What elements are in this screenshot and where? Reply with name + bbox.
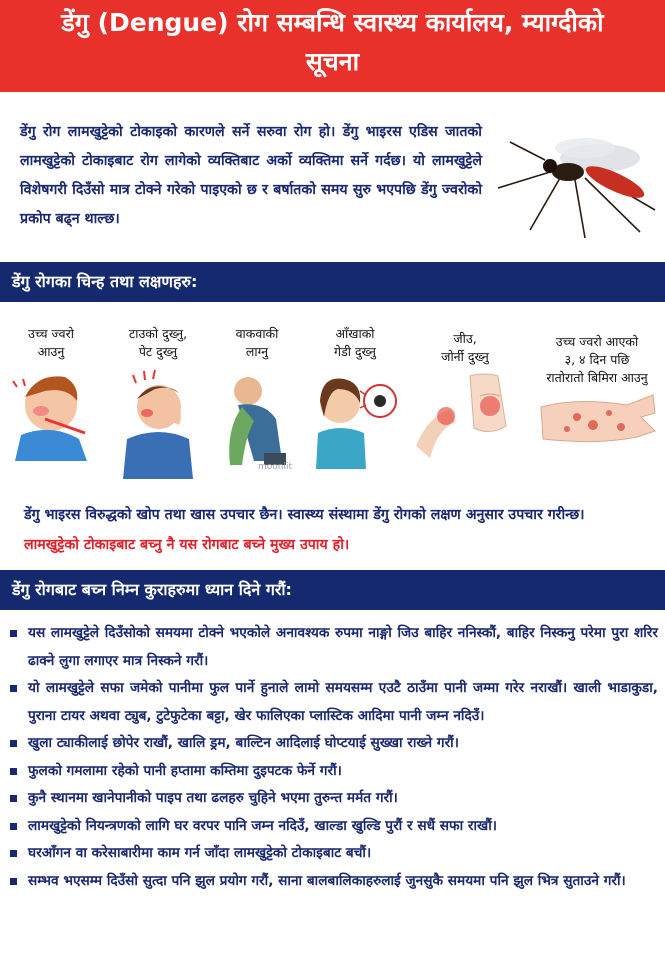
symptom-label: टाउको दुख्नु, [128,326,188,341]
list-item [8,840,658,868]
bullet-icon [10,823,17,830]
symptom-label: आउनु [37,344,65,359]
bullet-icon [10,685,17,692]
nausea-icon [212,361,302,471]
symptom-label: ३, ४ दिन पछि [564,352,630,367]
prevention-heading: डेंगु रोगबाट बच्न निम्न कुराहरुमा ध्यान दिने गरौं: [0,570,665,610]
symptom-headache [108,325,208,481]
title-line-1: डेंगु (Dengue) रोग सम्बन्धि स्वास्थ्य कार्यालय, म्याग्दीको [61,8,604,37]
headache-icon [113,361,203,481]
symptom-label: उच्च ज्वरो आएको [555,334,639,349]
fever-icon [7,361,95,461]
watermark-text: moonlit [258,462,293,471]
symptom-label: जीउ, [453,331,477,346]
list-item-text: कुनै स्थानमा खानेपानीको पाइप तथा ढलहरु चुहिने भएमा तुरुन्त मर्मत गरौं। [28,790,398,806]
list-item [8,620,658,675]
list-item [8,730,658,758]
bullet-icon [10,795,17,802]
symptom-label: रातोरातो बिमिरा आउनु [546,370,648,385]
bullet-icon [10,630,17,637]
list-item [8,785,658,813]
bullet-icon [10,740,17,747]
symptom-label: आँखाको [335,326,375,341]
list-item [8,675,658,730]
list-item-text: फुलको गमलामा रहेको पानी हप्तामा कम्तिमा दुइपटक फेर्ने गरौं। [28,762,342,779]
list-item [8,868,658,896]
rash-icon [537,387,657,453]
mosquito-icon [490,120,660,250]
header-banner [0,0,665,92]
prevention-list [8,620,658,895]
treatment-note [24,500,644,560]
title-line-2: सूचना [305,47,360,76]
symptom-label: पेट दुख्नु [138,344,178,359]
list-item-text: सम्भव भएसम्म दिउँसो सुत्दा पनि झुल प्रयोग गरौं, साना बालबालिकाहरुलाई जुनसुकै समयमा पनि झुल भित्र सुताउने गरौं। [28,872,626,889]
symptom-label: जोर्नी दुख्नु [441,349,489,364]
bullet-icon [10,878,17,885]
bullet-icon [10,850,17,857]
list-item-text: खुला ट्याकीलाई छोपेर राखौं, खालि ड्रम, बाल्टिन आदिलाई घोप्टयाई सुख्खा राख्ने गरौं। [28,735,459,751]
symptom-rash [530,333,664,453]
bullet-icon [10,768,17,775]
symptom-eye-pain [310,325,400,471]
eye-pain-icon [310,361,400,471]
list-item-text: यो लामखुट्टेले सफा जमेको पानीमा फुल पार्ने हुनाले लामो समयसम्म एउटै ठाउँमा पानी जम्मा गरेर नराखौं। खाली भाडाकुडा, पुराना टायर अथवा ट्युब, टुटेफुटेका बट्टा, खेर फालिएका प्लास्टिक आदिमा पानी जम्न नदिउँ। [28,680,658,724]
symptom-label: लाग्नु [245,344,269,359]
symptom-nausea [212,325,302,471]
symptom-joint-pain [410,330,520,466]
list-item-text: घरआँगन वा करेसाबारीमा काम गर्न जाँदा लामखुट्टेको टोकाइबाट बचौं। [28,845,372,861]
list-item-text: लामखुट्टेको नियन्त्रणको लागि घर वरपर पानि जम्न नदिउँ, खाल्डा खुल्डि पुरौं र सधैं सफा राखौं। [28,817,497,834]
symptom-label: उच्च ज्वरो [28,326,74,341]
treatment-note-highlight: लामखुट्टेको टोकाइबाट बच्नु नै यस रोगबाट बच्ने मुख्य उपाय हो। [24,537,350,553]
treatment-note-text: डेंगु भाइरस विरुद्धको खोप तथा खास उपचार छैन। स्वास्थ्य संस्थामा डेंगु रोगको लक्षण अनुसार उपचार गरीन्छ। [24,507,585,523]
joint-pain-icon [410,366,520,466]
symptom-fever [6,325,96,461]
symptom-label: गेडी दुख्नु [334,344,376,359]
list-item [8,813,658,841]
list-item-text: यस लामखुट्टेले दिउँसोको समयमा टोक्ने भएकोले अनावश्यक रुपमा नाङ्गो जिउ बाहिर ननिस्कौं, बाहिर निस्कनु परेमा पुरा शरिर ढाक्ने लुगा लगाएर मात्र निस्कने गरौं। [28,625,658,669]
list-item [8,758,658,786]
symptoms-heading: डेंगु रोगका चिन्ह तथा लक्षणहरु: [0,262,665,302]
intro-paragraph: डेंगु रोग लामखुट्टेको टोकाइको कारणले सर्ने सरुवा रोग हो। डेंगु भाइरस एडिस जातको लामखुट्टेको टोकाइबाट रोग लागेको व्यक्तिबाट अर्को व्यक्तिमा सर्ने गर्दछ। यो लामखुट्टेले विशेषगरी दिउँसो मात्र टोक्ने गरेको पाइएको छ र बर्षातको समय सुरु भएपछि डेंगु ज्वरोको प्रकोप बढ्न थाल्छ। [20,124,482,227]
symptom-label: वाकवाकी [235,326,279,341]
